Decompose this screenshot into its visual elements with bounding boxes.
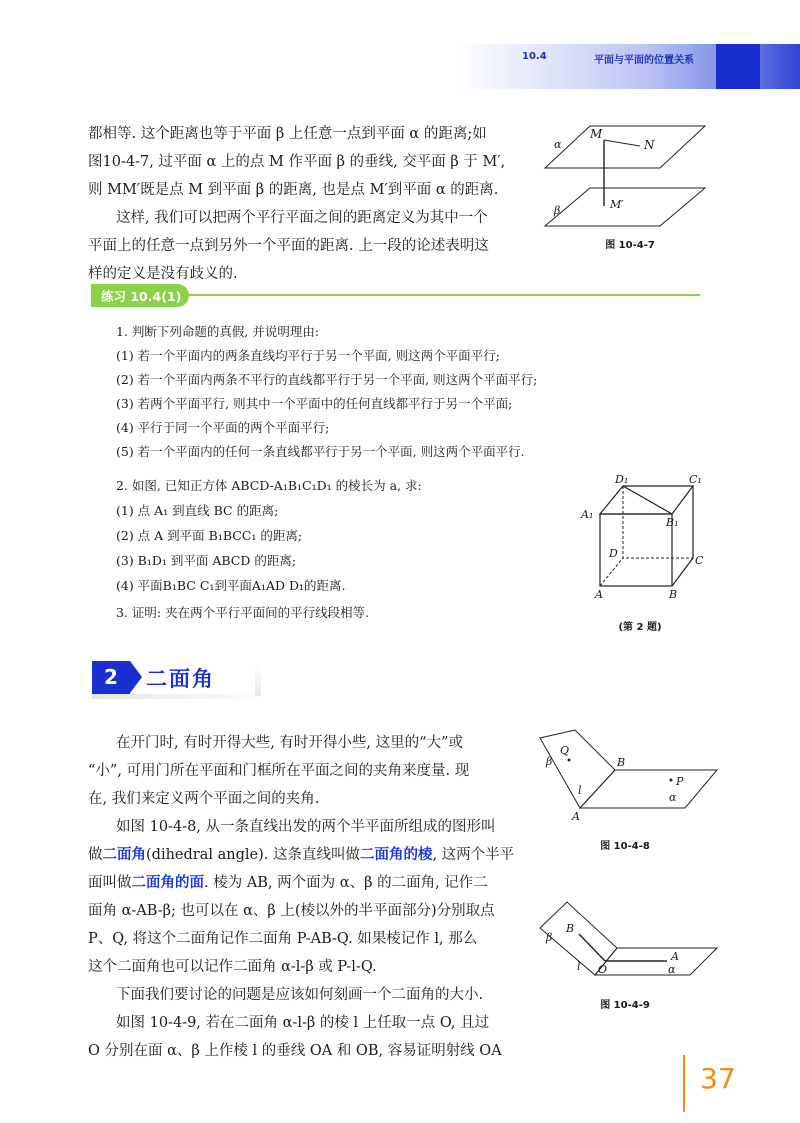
cube-right-edges bbox=[672, 486, 693, 586]
exercise-rule bbox=[189, 294, 700, 296]
label-c: C bbox=[695, 554, 704, 567]
label-c1: C₁ bbox=[689, 473, 702, 486]
label-o: O bbox=[598, 963, 608, 976]
term-dihedral-edge: 二面角的棱 bbox=[359, 846, 433, 863]
section-title: 二面角 bbox=[146, 667, 215, 691]
exercise-figure-caption: (第 2 题) bbox=[618, 622, 662, 633]
label-a: A bbox=[572, 810, 580, 823]
cube-figure bbox=[575, 472, 715, 607]
exercise-q2-item: (2) 点 A 到平面 B₁BCC₁ 的距离; bbox=[116, 528, 303, 543]
exercise-q2: 2. 如图, 已知正方体 ABCD-A₁B₁C₁D₁ 的棱长为 a, 求: bbox=[116, 478, 422, 493]
text-span: . 棱为 AB, 两个面为 α、β 的二面角, 记作二 bbox=[204, 875, 488, 891]
body-p2-line-6: 这个二面角也可以记作二面角 α-l-β 或 P-l-Q. bbox=[88, 959, 377, 975]
label-l: l bbox=[578, 784, 582, 797]
exercise-tag: 练习 10.4(1) bbox=[91, 284, 189, 307]
intro-line-4: 这样, 我们可以把两个平行平面之间的距离定义为其中一个 bbox=[116, 210, 488, 226]
label-alpha: α bbox=[554, 138, 562, 151]
line-mn bbox=[604, 140, 640, 146]
label-l: l bbox=[577, 960, 581, 973]
label-a1: A₁ bbox=[581, 508, 594, 521]
body-p2-line-5: P、Q, 将这个二面角记作二面角 P-AB-Q. 如果棱记作 l, 那么 bbox=[88, 931, 478, 947]
plane-beta bbox=[545, 188, 705, 226]
figure-10-4-8-caption: 图 10-4-8 bbox=[600, 841, 650, 852]
body-p1-line-1: 在开门时, 有时开得大些, 有时开得小些, 这里的“大”或 bbox=[116, 735, 463, 751]
label-beta: β bbox=[546, 755, 553, 768]
body-p4-line-1: 如图 10-4-9, 若在二面角 α-l-β 的棱 l 上任取一点 O, 且过 bbox=[116, 1015, 490, 1031]
intro-line-1: 都相等. 这个距离也等于平面 β 上任意一点到平面 α 的距离;如 bbox=[88, 126, 487, 142]
point-q bbox=[568, 759, 571, 762]
label-a: A bbox=[671, 950, 679, 963]
label-b1: B₁ bbox=[666, 516, 679, 529]
ray-ob bbox=[579, 934, 605, 961]
exercise-q2-item: (4) 平面B₁BC C₁到平面A₁AD D₁的距离. bbox=[116, 578, 346, 593]
text-span: , 这两个半平 bbox=[432, 847, 515, 863]
cube-diagonal-b1d1 bbox=[623, 486, 672, 514]
label-n: N bbox=[644, 138, 655, 152]
label-q: Q bbox=[560, 744, 570, 757]
label-b: B bbox=[669, 588, 678, 601]
exercise-q1-item: (4) 平行于同一个平面的两个平面平行; bbox=[116, 420, 330, 435]
label-d1: D₁ bbox=[615, 473, 629, 486]
header-accent-block bbox=[716, 44, 760, 89]
exercise-q2-item: (3) B₁D₁ 到平面 ABCD 的距离; bbox=[116, 553, 297, 568]
label-p: P bbox=[676, 775, 684, 788]
intro-line-3: 则 MM′既是点 M 到平面 β 的距离, 也是点 M′到平面 α 的距离. bbox=[88, 182, 499, 198]
page-number-rule bbox=[683, 1055, 685, 1112]
intro-line-2: 图10-4-7, 过平面 α 上的点 M 作平面 β 的垂线, 交平面 β 于 M′, bbox=[88, 154, 506, 170]
section-number-badge: 2 bbox=[92, 661, 130, 694]
body-p2-line-3 bbox=[88, 869, 488, 897]
cube-hidden-edge-ad bbox=[600, 558, 623, 586]
body-p1-line-3: 在, 我们来定义两个平面之间的夹角. bbox=[88, 791, 320, 807]
exercise-q1-item: (5) 若一个平面内的任何一条直线都平行于另一个平面, 则这两个平面平行. bbox=[116, 444, 525, 459]
label-alpha: α bbox=[668, 963, 676, 976]
label-alpha: α bbox=[669, 791, 677, 804]
label-m-prime: M′ bbox=[610, 198, 624, 211]
intro-line-6: 样的定义是没有歧义的. bbox=[88, 266, 238, 282]
point-p bbox=[670, 779, 673, 782]
exercise-q1-item: (1) 若一个平面内的两条直线均平行于另一个平面, 则这两个平面平行; bbox=[116, 348, 500, 363]
section-header-side-shadow bbox=[255, 664, 261, 696]
term-dihedral-angle: 二面角 bbox=[102, 846, 146, 863]
label-beta: β bbox=[554, 204, 561, 217]
section-badge-arrow bbox=[130, 661, 142, 693]
header-section-number: 10.4 bbox=[522, 51, 547, 62]
body-p4-line-2: O 分别在面 α、β 上作棱 l 的垂线 OA 和 OB, 容易证明射线 OA bbox=[88, 1043, 502, 1059]
label-b: B bbox=[617, 756, 626, 769]
label-d: D bbox=[609, 547, 618, 560]
figure-10-4-8 bbox=[535, 728, 720, 823]
exercise-q3: 3. 证明: 夹在两个平行平面间的平行线段相等. bbox=[116, 605, 370, 620]
exercise-q1: 1. 判断下列命题的真假, 并说明理由: bbox=[116, 324, 320, 339]
header-section-title: 平面与平面的位置关系 bbox=[594, 55, 694, 66]
exercise-q1-item: (2) 若一个平面内两条不平行的直线都平行于另一个平面, 则这两个平面平行; bbox=[116, 372, 538, 387]
body-p2-line-4: 面角 α-AB-β; 也可以在 α、β 上(棱以外的半平面部分)分别取点 bbox=[88, 903, 495, 919]
section-header-shadow bbox=[92, 694, 262, 699]
half-plane-alpha bbox=[580, 770, 717, 808]
figure-10-4-7-caption: 图 10-4-7 bbox=[605, 240, 655, 251]
label-m: M bbox=[590, 127, 603, 141]
text-span: 面叫做 bbox=[88, 875, 132, 891]
figure-10-4-7 bbox=[540, 118, 710, 228]
exercise-q2-item: (1) 点 A₁ 到直线 BC 的距离; bbox=[116, 503, 279, 518]
text-span: (dihedral angle). 这条直线叫做 bbox=[146, 847, 360, 863]
label-b: B bbox=[566, 922, 575, 935]
exercise-q1-item: (3) 若两个平面平行, 则其中一个平面中的任何直线都平行于另一个平面; bbox=[116, 396, 513, 411]
body-p2-line-2 bbox=[88, 841, 514, 869]
page-number: 37 bbox=[700, 1062, 736, 1095]
cube-hidden-edges bbox=[623, 486, 693, 558]
term-dihedral-face: 二面角的面 bbox=[131, 874, 204, 891]
body-p1-line-2: “小”, 可用门所在平面和门框所在平面之间的夹角来度量. 现 bbox=[88, 763, 470, 779]
label-beta: β bbox=[546, 931, 553, 944]
figure-10-4-9 bbox=[535, 898, 720, 988]
label-a: A bbox=[595, 588, 603, 601]
figure-10-4-9-caption: 图 10-4-9 bbox=[600, 1000, 650, 1011]
text-span: 做 bbox=[88, 847, 103, 863]
intro-line-5: 平面上的任意一点到另外一个平面的距离. 上一段的论述表明这 bbox=[88, 238, 489, 254]
body-p3: 下面我们要讨论的问题是应该如何刻画一个二面角的大小. bbox=[116, 987, 484, 1003]
plane-alpha bbox=[545, 126, 705, 168]
body-p2-line-1: 如图 10-4-8, 从一条直线出发的两个半平面所组成的图形叫 bbox=[116, 819, 496, 835]
